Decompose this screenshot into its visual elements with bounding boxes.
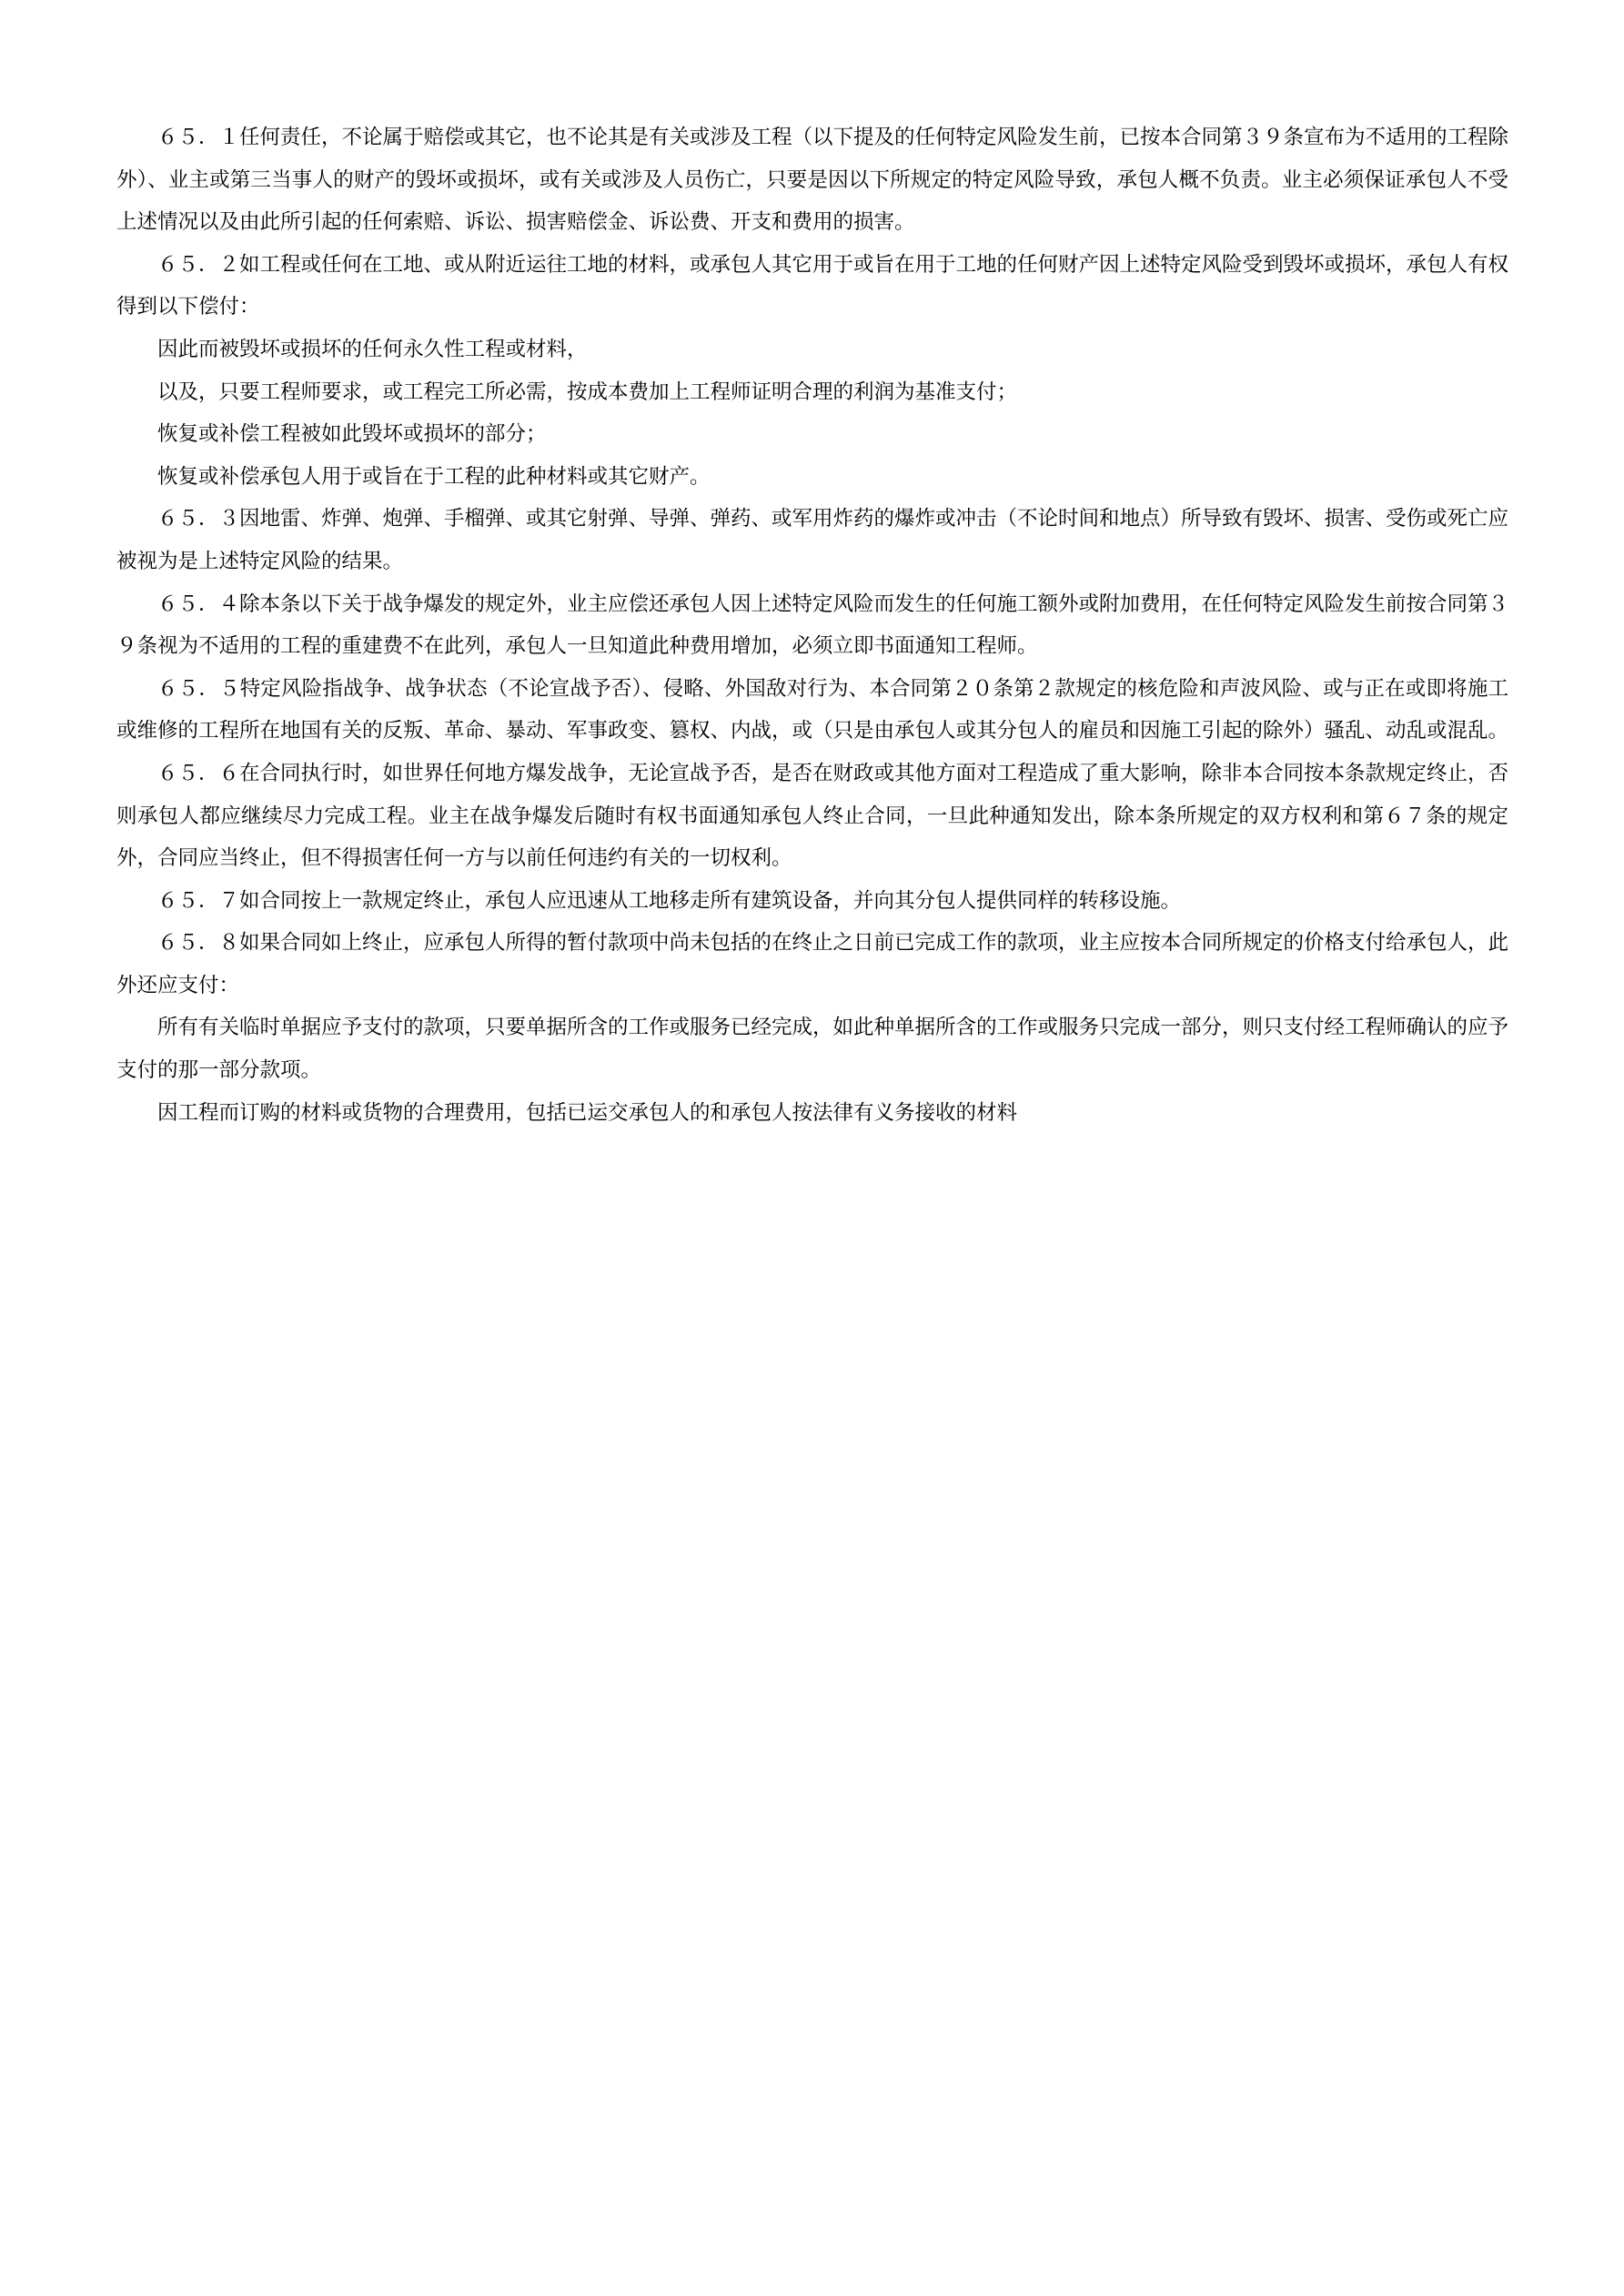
paragraph: 因此而被毁坏或损坏的任何永久性工程或材料，: [157, 337, 588, 360]
paragraph: ６５．７如合同按上一款规定终止，承包人应迅速从工地移走所有建筑设备，并向其分包人提供同样的转移设施。: [157, 888, 1182, 912]
paragraph: 恢复或补偿工程被如此毁坏或损坏的部分；: [157, 422, 547, 446]
paragraph: 以及，只要工程师要求，或工程完工所必需，按成本费加上工程师证明合理的利润为基准支付；: [157, 379, 1018, 403]
paragraph: ６５．３因地雷、炸弹、炮弹、手榴弹、或其它射弹、导弹、弹药、或军用炸药的爆炸或冲击（不论时间和地点）所导致有毁坏、损害、受伤或死亡应被视为是上述特定风险的结果。: [116, 507, 1509, 572]
paragraph: ６５．５特定风险指战争、战争状态（不论宣战予否）、侵略、外国敌对行为、本合同第２０条第２款规定的核危险和声波风险、或与正在或即将施工或维修的工程所在地国有关的反叛、革命、暴动、军事政变、篡权、内战，或（只是由承包人或其分包人的雇员和因施工引起的除外）骚乱、动乱或混乱。: [116, 676, 1509, 743]
paragraph: ６５．６在合同执行时，如世界任何地方爆发战争，无论宣战予否，是否在财政或其他方面对工程造成了重大影响，除非本合同按本条款规定终止，否则承包人都应继续尽力完成工程。业主在战争爆发后随时有权书面通知承包人终止合同，一旦此种通知发出，除本条所规定的双方权利和第６７条的规定外，合同应当终止，但不得损害任何一方与以前任何违约有关的一切权利。: [116, 761, 1509, 870]
paragraph: 所有有关临时单据应予支付的款项，只要单据所含的工作或服务已经完成，如此种单据所含的工作或服务只完成一部分，则只支付经工程师确认的应予支付的那一部分款项。: [116, 1016, 1509, 1082]
paragraph: 恢复或补偿承包人用于或旨在于工程的此种材料或其它财产。: [157, 464, 711, 488]
paragraph: ６５．４除本条以下关于战争爆发的规定外，业主应偿还承包人因上述特定风险而发生的任何施工额外或附加费用，在任何特定风险发生前按合同第３９条视为不适用的工程的重建费不在此列，承包人一旦知道此种费用增加，必须立即书面通知工程师。: [116, 592, 1509, 658]
paragraph: ６５．２如工程或任何在工地、或从附近运往工地的材料，或承包人其它用于或旨在用于工地的任何财产因上述特定风险受到毁坏或损坏，承包人有权得到以下偿付：: [116, 252, 1509, 319]
paragraph: ６５．８如果合同如上终止，应承包人所得的暂付款项中尚未包括的在终止之日前已完成工作的款项，业主应按本合同所规定的价格支付给承包人，此外还应支付：: [116, 931, 1509, 996]
paragraph: 因工程而订购的材料或货物的合理费用，包括已运交承包人的和承包人按法律有义务接收的材料: [157, 1100, 1018, 1124]
document-body: [116, 116, 1508, 1134]
paragraph: ６５．１任何责任，不论属于赔偿或其它，也不论其是有关或涉及工程（以下提及的任何特定风险发生前，已按本合同第３９条宣布为不适用的工程除外）、业主或第三当事人的财产的毁坏或损坏，或有关或涉及人员伤亡，只要是因以下所规定的特定风险导致，承包人概不负责。业主必须保证承包人不受上述情况以及由此所引起的任何索赔、诉讼、损害赔偿金、诉讼费、开支和费用的损害。: [116, 126, 1509, 234]
